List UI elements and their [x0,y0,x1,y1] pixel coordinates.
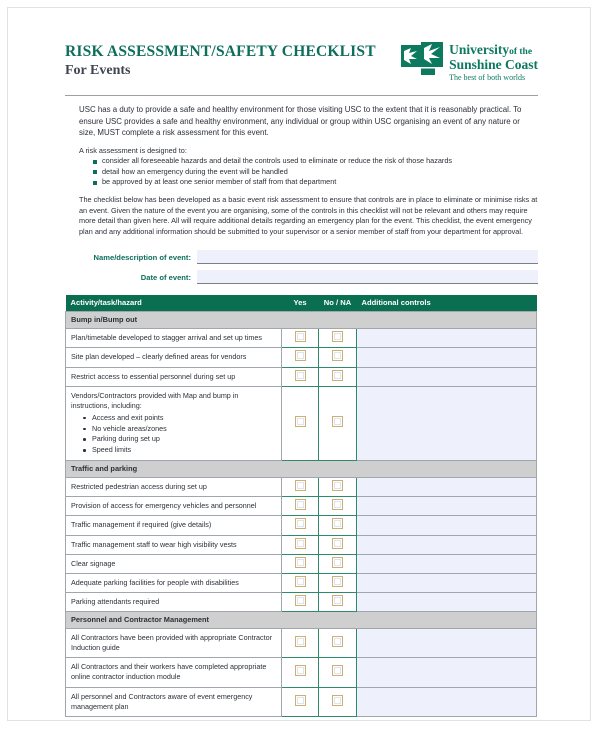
activity-text: Traffic management if required (give details) [71,520,212,530]
no-na-checkbox[interactable] [332,416,343,427]
section-header-row [66,312,537,329]
column-header-no-na: No / NA [319,295,357,312]
checkbox-inner [334,352,341,359]
section-title: Traffic and parking [66,460,537,477]
activity-cell [66,554,282,573]
no-na-checkbox[interactable] [332,538,343,549]
checkbox-inner [334,372,341,379]
document-header [65,41,538,89]
name-description-label: Name/description of event: [93,252,191,262]
activity-text: Site plan developed – clearly defined areas for vendors [71,352,247,362]
activity-text: All personnel and Contractors aware of event emergency management plan [71,691,253,711]
table-row [66,592,537,611]
checkbox-inner [297,667,304,674]
checkbox-inner [297,501,304,508]
table-row [66,554,537,573]
no-na-checkbox[interactable] [332,370,343,381]
checkbox-cell-no-na[interactable] [319,554,357,573]
checkbox-cell-no-na[interactable] [319,348,357,367]
list-item: Parking during set up [83,434,276,445]
logo-university-word: University [449,42,510,57]
list-item: consider all foreseeable hazards and detail the controls used to eliminate or reduce the risk of those hazards [93,156,538,167]
checkbox-cell-no-na[interactable] [319,629,357,658]
risk-assessment-bullet-list [65,156,538,188]
table-row [66,478,537,497]
yes-checkbox[interactable] [295,636,306,647]
no-na-checkbox[interactable] [332,695,343,706]
additional-controls-cell[interactable] [357,592,537,611]
checkbox-cell-yes[interactable] [282,573,319,592]
additional-controls-cell[interactable] [357,516,537,535]
date-of-event-input[interactable] [197,270,538,284]
checkbox-inner [297,418,304,425]
additional-controls-cell[interactable] [357,573,537,592]
checkbox-inner [334,697,341,704]
section-title: Personnel and Contractor Management [66,611,537,628]
checkbox-cell-no-na[interactable] [319,478,357,497]
activity-cell [66,497,282,516]
usc-logo [401,41,538,82]
activity-cell [66,658,282,687]
yes-checkbox[interactable] [295,370,306,381]
checkbox-inner [297,697,304,704]
no-na-checkbox[interactable] [332,636,343,647]
date-of-event-label: Date of event: [140,272,191,282]
checkbox-cell-no-na[interactable] [319,658,357,687]
checkbox-inner [334,333,341,340]
checkbox-inner [334,667,341,674]
activity-text: Plan/timetable developed to stagger arrival and set up times [71,333,262,343]
checkbox-cell-yes[interactable] [282,497,319,516]
activity-text: Parking attendants required [71,596,160,606]
checkbox-cell-yes[interactable] [282,535,319,554]
checkbox-cell-no-na[interactable] [319,573,357,592]
checkbox-inner [297,352,304,359]
checkbox-inner [297,333,304,340]
document-content [65,41,538,717]
column-header-additional-controls: Additional controls [357,295,537,312]
checkbox-inner [297,578,304,585]
no-na-checkbox[interactable] [332,499,343,510]
table-row [66,386,537,460]
yes-checkbox[interactable] [295,350,306,361]
field-row-date [79,270,538,284]
table-row [66,367,537,386]
list-item: be approved by at least one senior member of staff from that department [93,177,538,188]
list-item: Access and exit points [83,413,276,424]
table-row [66,629,537,658]
checkbox-inner [297,559,304,566]
checkbox-cell-no-na[interactable] [319,535,357,554]
activity-text: All Contractors have been provided with appropriate Contractor Induction guide [71,633,272,653]
additional-controls-cell[interactable] [357,497,537,516]
activity-text: Vendors/Contractors provided with Map and bump in instructions, including: [71,390,239,410]
column-header-yes: Yes [282,295,319,312]
table-row [66,516,537,535]
list-item: No vehicle areas/zones [83,424,276,435]
event-details-form [79,250,538,284]
yes-checkbox[interactable] [295,576,306,587]
list-item: Speed limits [83,445,276,456]
header-divider [65,95,538,96]
logo-line-one [449,42,532,57]
table-row [66,573,537,592]
section-title: Bump in/Bump out [66,312,537,329]
checkbox-cell-no-na[interactable] [319,516,357,535]
activity-text: Traffic management staff to wear high visibility vests [71,539,237,549]
checkbox-inner [297,597,304,604]
additional-controls-cell[interactable] [357,687,537,716]
checkbox-inner [334,520,341,527]
checkbox-cell-no-na[interactable] [319,497,357,516]
risk-checklist-table [65,295,537,717]
activity-cell [66,592,282,611]
checkbox-cell-yes[interactable] [282,629,319,658]
logo-tagline: The best of both worlds [449,72,526,82]
checkbox-inner [297,520,304,527]
table-row [66,535,537,554]
no-na-checkbox[interactable] [332,665,343,676]
table-body [66,312,537,717]
checkbox-inner [334,559,341,566]
table-row [66,658,537,687]
additional-controls-cell[interactable] [357,348,537,367]
checkbox-inner [334,597,341,604]
additional-controls-cell[interactable] [357,367,537,386]
checkbox-cell-yes[interactable] [282,329,319,348]
additional-controls-cell[interactable] [357,386,537,460]
checkbox-cell-yes[interactable] [282,367,319,386]
page-subtitle: For Events [65,62,131,78]
activity-text: Adequate parking facilities for people with disabilities [71,577,239,587]
usc-logo-text [449,42,538,82]
activity-cell [66,535,282,554]
name-description-input[interactable] [197,250,538,264]
activity-cell [66,329,282,348]
logo-line-two: Sunshine Coast [449,57,538,73]
checkbox-cell-yes[interactable] [282,592,319,611]
yes-checkbox[interactable] [295,595,306,606]
checkbox-inner [334,540,341,547]
checkbox-inner [297,638,304,645]
checkbox-inner [334,418,341,425]
no-na-checkbox[interactable] [332,518,343,529]
table-head [66,295,537,312]
checkbox-cell-yes[interactable] [282,554,319,573]
section-header-row [66,611,537,628]
checkbox-cell-yes[interactable] [282,478,319,497]
additional-controls-cell[interactable] [357,554,537,573]
checkbox-cell-no-na[interactable] [319,329,357,348]
activity-cell [66,573,282,592]
intro-paragraph-1: USC has a duty to provide a safe and healthy environment for those visiting USC to the extent that it is reasonably practical. To ensure USC provides a safe and healthy environment, any individual or group within USC organising an event of any nature or size, MUST complete a risk assessment for this event. [79,105,522,138]
additional-controls-cell[interactable] [357,658,537,687]
checkbox-cell-yes[interactable] [282,687,319,716]
activity-cell [66,386,282,460]
yes-checkbox[interactable] [295,665,306,676]
yes-checkbox[interactable] [295,499,306,510]
section-header-row [66,460,537,477]
checkbox-inner [334,482,341,489]
yes-checkbox[interactable] [295,331,306,342]
checkbox-inner [334,578,341,585]
checkbox-cell-yes[interactable] [282,516,319,535]
yes-checkbox[interactable] [295,557,306,568]
checkbox-inner [297,540,304,547]
yes-checkbox[interactable] [295,416,306,427]
no-na-checkbox[interactable] [332,331,343,342]
no-na-checkbox[interactable] [332,576,343,587]
checkbox-inner [297,372,304,379]
no-na-checkbox[interactable] [332,480,343,491]
checkbox-cell-no-na[interactable] [319,367,357,386]
title-block [65,41,376,80]
table-row [66,497,537,516]
activity-text: Restrict access to essential personnel during set up [71,371,236,381]
additional-controls-cell[interactable] [357,629,537,658]
activity-cell [66,478,282,497]
column-header-activity: Activity/task/hazard [66,295,282,312]
checkbox-inner [334,638,341,645]
additional-controls-cell[interactable] [357,478,537,497]
activity-text: Clear signage [71,558,116,568]
checkbox-cell-yes[interactable] [282,658,319,687]
activity-sub-list [71,413,276,456]
checkbox-cell-no-na[interactable] [319,592,357,611]
checkbox-cell-no-na[interactable] [319,386,357,460]
document-page [7,7,591,721]
activity-text: All Contractors and their workers have completed appropriate online contractor induction module [71,662,267,682]
list-item: detail how an emergency during the event will be handled [93,167,538,178]
activity-cell [66,348,282,367]
checkbox-inner [297,482,304,489]
checkbox-cell-yes[interactable] [282,386,319,460]
page-title: RISK ASSESSMENT/SAFETY CHECKLIST [65,43,376,60]
activity-cell [66,687,282,716]
table-row [66,348,537,367]
checkbox-inner [334,501,341,508]
table-header-row [66,295,537,312]
logo-ofthe-word: of the [509,47,533,57]
intro-paragraph-2: The checklist below has been developed as a basic event risk assessment to ensure that controls are in place to eliminate or minimise risks at an event. Given the nature of the event you are organising, some of the controls in this checklist will not be relevant and others may require more detail than given here. All will require additional details regarding an emergency plan for the event. This checklist, the event emergency plan and any additional information should be submitted to your supervisor or a senior member of staff from your department for approval. [79,194,538,236]
yes-checkbox[interactable] [295,518,306,529]
no-na-checkbox[interactable] [332,350,343,361]
activity-cell [66,629,282,658]
no-na-checkbox[interactable] [332,595,343,606]
field-row-name-description [79,250,538,264]
usc-logo-mark-icon [401,42,443,75]
checkbox-cell-no-na[interactable] [319,687,357,716]
activity-cell [66,516,282,535]
checkbox-cell-yes[interactable] [282,348,319,367]
risk-assessment-list-heading: A risk assessment is designed to: [79,146,187,156]
additional-controls-cell[interactable] [357,535,537,554]
no-na-checkbox[interactable] [332,557,343,568]
activity-cell [66,367,282,386]
yes-checkbox[interactable] [295,538,306,549]
table-row [66,687,537,716]
additional-controls-cell[interactable] [357,329,537,348]
table-row [66,329,537,348]
yes-checkbox[interactable] [295,480,306,491]
yes-checkbox[interactable] [295,695,306,706]
activity-text: Restricted pedestrian access during set up [71,482,207,492]
activity-text: Provision of access for emergency vehicles and personnel [71,501,257,511]
